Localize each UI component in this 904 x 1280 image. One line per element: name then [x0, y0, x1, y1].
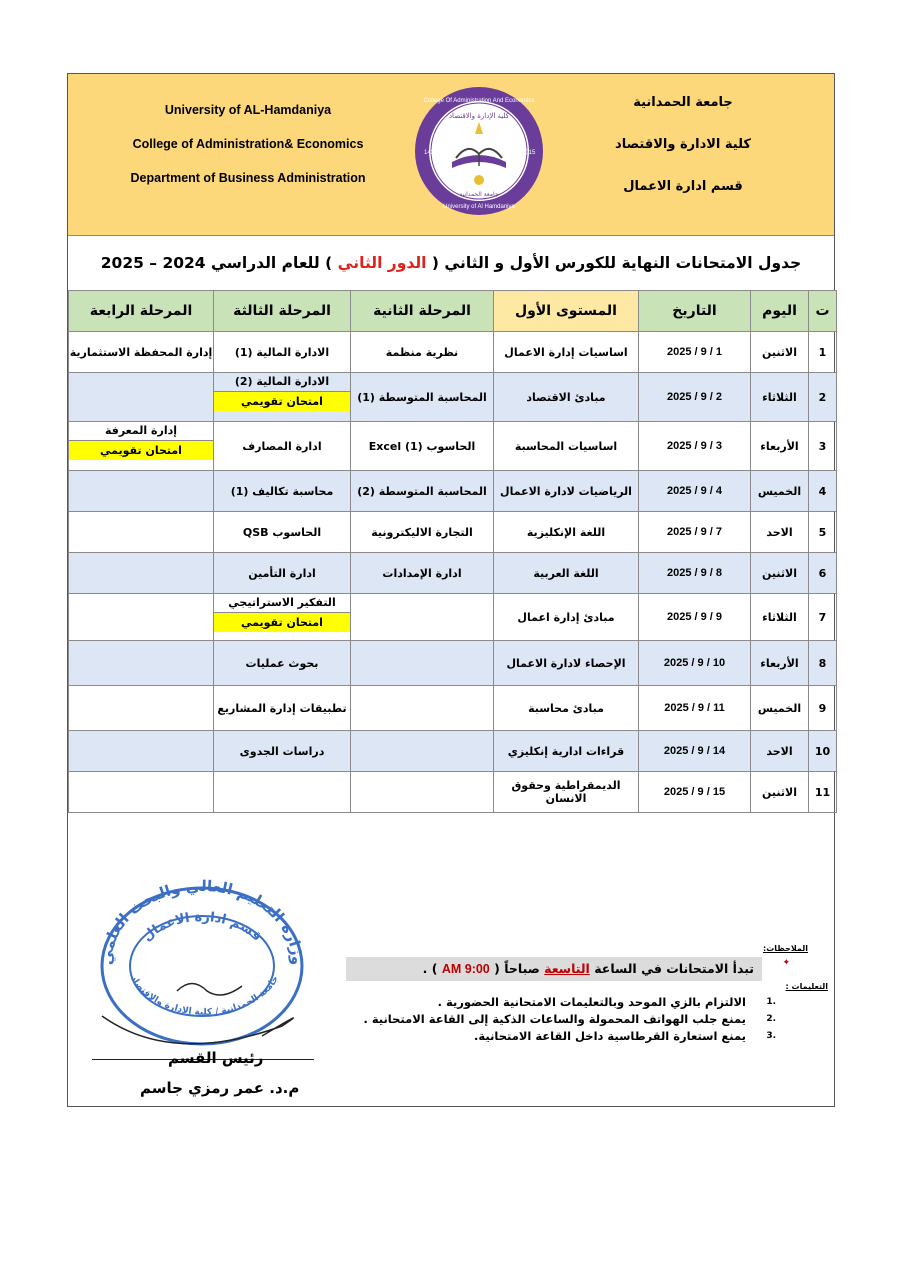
row-day: الاثنين: [751, 553, 809, 594]
header-num: ت: [809, 291, 837, 332]
table-row: [69, 553, 837, 594]
cell-text: الادارة المالية (2): [234, 375, 330, 388]
row-level4: [69, 594, 214, 641]
row-level4: [69, 772, 214, 813]
stamp-outer-text: وزارة التعليم العالي والبحث العلمي: [97, 876, 307, 966]
row-day: الأربعاء: [751, 641, 809, 686]
row-level3: ادارة التأمين: [214, 553, 351, 594]
row-date: 2025 / 9 / 1: [639, 332, 751, 373]
row-num: 11: [809, 772, 837, 813]
college-logo: [412, 84, 546, 218]
row-date: 2025 / 9 / 11: [639, 686, 751, 731]
row-date: 2025 / 9 / 14: [639, 731, 751, 772]
instruction-item: [326, 1011, 776, 1028]
instruction-num: .1: [766, 997, 776, 1007]
row-level3: دراسات الجدوى: [214, 731, 351, 772]
row-level3: ادارة المصارف: [214, 422, 351, 471]
header-banner: [68, 74, 834, 236]
stamp-bottom-text: جامعة الحمدانية / كلية الادارة والاقتصاد: [128, 974, 281, 1018]
row-level2: المحاسبة المتوسطة (2): [351, 471, 494, 512]
university-name-en: University of AL-Hamdaniya: [164, 103, 332, 117]
notes-label: الملاحظات:: [763, 944, 808, 953]
svg-text:قسم ادارة الاعمال: [140, 910, 264, 945]
row-date: 2025 / 9 / 9: [639, 594, 751, 641]
department-head-title: رئيس القسم: [168, 1049, 264, 1067]
row-level2: [351, 686, 494, 731]
logo-bottom-text: University of Al Hamdaniya: [443, 204, 515, 210]
row-level3: محاسبة تكاليف (1): [214, 471, 351, 512]
start-suffix: صباحاً (: [494, 961, 540, 976]
title-part4: للعام الدراسي 2024 – 2025: [100, 254, 320, 272]
row-day: الخميس: [751, 471, 809, 512]
schedule-title: [68, 236, 834, 290]
row-day: الثلاثاء: [751, 594, 809, 641]
row-level1: اللغة العربية: [494, 553, 639, 594]
row-level3: [214, 772, 351, 813]
row-level3: [214, 373, 351, 422]
row-num: 6: [809, 553, 837, 594]
row-date: 2025 / 9 / 15: [639, 772, 751, 813]
bullet-icon: ✦: [782, 958, 790, 968]
instruction-text: يمنع جلب الهواتف المحمولة والساعات الذكية إلى القاعة الامتحانية .: [363, 1012, 746, 1026]
row-level4: [69, 686, 214, 731]
row-level4: [69, 373, 214, 422]
row-level4: [69, 471, 214, 512]
row-day: الخميس: [751, 686, 809, 731]
title-paren-close: ): [325, 254, 333, 272]
row-level3: بحوث عمليات: [214, 641, 351, 686]
row-level1: الرياضيات لادارة الاعمال: [494, 471, 639, 512]
header-level4: المرحلة الرابعة: [69, 291, 214, 332]
logo-arabic-text: كلية الإدارة والاقتصاد: [448, 112, 510, 120]
instruction-item: [326, 994, 776, 1011]
row-level4: [69, 553, 214, 594]
english-header: [98, 102, 398, 204]
row-level4: [69, 512, 214, 553]
row-level4: [69, 731, 214, 772]
row-num: 10: [809, 731, 837, 772]
row-num: 3: [809, 422, 837, 471]
row-level1: قراءات ادارية إنكليزي: [494, 731, 639, 772]
evaluation-exam-badge: امتحان تقويمي: [214, 391, 350, 411]
start-end: ) .: [422, 961, 438, 976]
logo-year-left: 1436: [424, 150, 438, 156]
row-level1: الإحصاء لادارة الاعمال: [494, 641, 639, 686]
row-level2: [351, 594, 494, 641]
table-row: [69, 422, 837, 471]
exam-start-time: [346, 957, 762, 981]
handwritten-signature: [177, 984, 242, 996]
row-date: 2025 / 9 / 7: [639, 512, 751, 553]
row-day: الاحد: [751, 731, 809, 772]
department-stamp: [82, 866, 312, 1046]
row-date: 2025 / 9 / 3: [639, 422, 751, 471]
header-level3: المرحلة الثالثة: [214, 291, 351, 332]
table-row: [69, 641, 837, 686]
instructions-label: التعليمات :: [785, 982, 828, 991]
instruction-item: [326, 1028, 776, 1045]
row-level3: الحاسوب QSB: [214, 512, 351, 553]
instruction-text: الالتزام بالزي الموحد وبالتعليمات الامتحانية الحضورية .: [437, 995, 746, 1009]
document-frame: [67, 73, 835, 1107]
row-date: 2025 / 9 / 4: [639, 471, 751, 512]
stamp-inner-text: قسم ادارة الاعمال: [139, 909, 265, 945]
table-row: [69, 512, 837, 553]
logo-year-right: 2015: [522, 150, 536, 156]
row-level2: نظرية منظمة: [351, 332, 494, 373]
row-day: الثلاثاء: [751, 373, 809, 422]
row-level2: ادارة الإمدادات: [351, 553, 494, 594]
department-name-ar: قسم ادارة الاعمال: [623, 179, 743, 194]
row-level4: [69, 641, 214, 686]
start-prefix: تبدأ الامتحانات في الساعة: [594, 961, 754, 976]
row-level2: التجارة الاليكترونية: [351, 512, 494, 553]
row-num: 5: [809, 512, 837, 553]
college-name-en: College of Administration& Economics: [132, 137, 364, 151]
row-num: 4: [809, 471, 837, 512]
row-level4: [69, 422, 214, 471]
row-level2: المحاسبة المتوسطة (1): [351, 373, 494, 422]
table-row: [69, 594, 837, 641]
row-level3: تطبيقات إدارة المشاريع: [214, 686, 351, 731]
department-name-en: Department of Business Administration: [130, 171, 366, 185]
row-level3: الادارة المالية (1): [214, 332, 351, 373]
department-head-name: م.د. عمر رمزي جاسم: [140, 1079, 300, 1097]
row-num: 9: [809, 686, 837, 731]
row-level1: اساسيات المحاسبة: [494, 422, 639, 471]
row-num: 1: [809, 332, 837, 373]
row-num: 7: [809, 594, 837, 641]
row-level2: الحاسوب (1) Excel: [351, 422, 494, 471]
row-day: الاحد: [751, 512, 809, 553]
header-level1: المستوى الأول: [494, 291, 639, 332]
row-num: 2: [809, 373, 837, 422]
row-level2: [351, 772, 494, 813]
table-header-row: [69, 291, 837, 332]
evaluation-exam-badge: امتحان تقويمي: [69, 440, 213, 460]
title-part1: جدول الامتحانات النهاية للكورس الأول و الثاني: [444, 254, 802, 272]
table-row: [69, 731, 837, 772]
title-paren-open: (: [431, 254, 439, 272]
table-row: [69, 332, 837, 373]
row-level1: مبادئ الاقتصاد: [494, 373, 639, 422]
logo-arabic-bottom: جامعة الحمدانية: [459, 191, 499, 198]
svg-text:جامعة الحمدانية / كلية الادارة: [128, 974, 281, 1018]
header-day: اليوم: [751, 291, 809, 332]
row-day: الأربعاء: [751, 422, 809, 471]
row-level4: إدارة المحفظة الاستثمارية: [69, 332, 214, 373]
row-level1: مبادئ إدارة اعمال: [494, 594, 639, 641]
title-highlight: الدور الثاني: [337, 254, 427, 272]
row-level1: الديمقراطية وحقوق الانسان: [494, 772, 639, 813]
table-row: [69, 686, 837, 731]
row-level2: [351, 641, 494, 686]
university-name-ar: جامعة الحمدانية: [633, 95, 733, 110]
row-level1: مبادئ محاسبة: [494, 686, 639, 731]
row-date: 2025 / 9 / 10: [639, 641, 751, 686]
row-level1: اساسيات إدارة الاعمال: [494, 332, 639, 373]
row-date: 2025 / 9 / 8: [639, 553, 751, 594]
instruction-num: .2: [766, 1014, 776, 1024]
evaluation-exam-badge: امتحان تقويمي: [214, 612, 350, 632]
cell-text: إدارة المعرفة: [104, 424, 178, 437]
row-level1: اللغة الإنكليزية: [494, 512, 639, 553]
table-row: [69, 471, 837, 512]
header-date: التاريخ: [639, 291, 751, 332]
row-date: 2025 / 9 / 2: [639, 373, 751, 422]
row-num: 8: [809, 641, 837, 686]
row-level2: [351, 731, 494, 772]
exam-schedule-table: [68, 290, 837, 813]
logo-top-text: College Of Administration And Economics: [423, 98, 535, 104]
college-name-ar: كلية الادارة والاقتصاد: [615, 137, 751, 152]
start-time: AM 9:00: [441, 962, 490, 976]
start-hour: التاسعة: [544, 961, 590, 976]
cell-text: التفكير الاستراتيجي: [228, 596, 336, 609]
table-row: [69, 373, 837, 422]
header-level2: المرحلة الثانية: [351, 291, 494, 332]
instruction-text: يمنع استعارة القرطاسية داخل القاعة الامتحانية.: [474, 1029, 746, 1043]
table-row: [69, 772, 837, 813]
arabic-header: [608, 92, 758, 218]
row-day: الاثنين: [751, 332, 809, 373]
instructions-list: [326, 994, 776, 1045]
row-level3: [214, 594, 351, 641]
instruction-num: .3: [766, 1031, 776, 1041]
row-day: الاثنين: [751, 772, 809, 813]
